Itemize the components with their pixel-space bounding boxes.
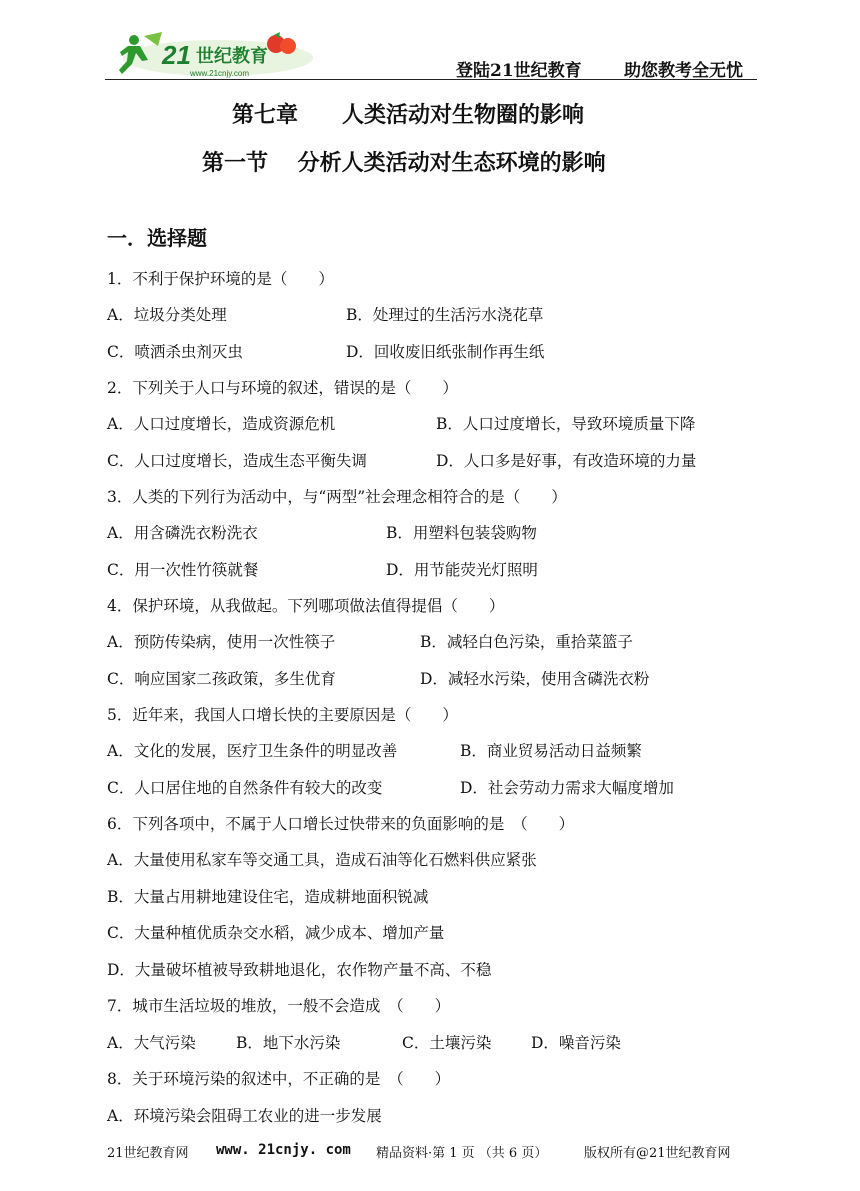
question-1-stem: 1．不利于保护环境的是（ ） bbox=[107, 270, 334, 288]
question-4-option-c: C．响应国家二孩政策，多生优育 bbox=[107, 670, 336, 688]
question-3-option-c: C．用一次性竹筷就餐 bbox=[107, 561, 259, 579]
question-1-option-b: B．处理过的生活污水浇花草 bbox=[346, 306, 544, 324]
question-2-option-b: B．人口过度增长，导致环境质量下降 bbox=[436, 415, 696, 433]
question-2-stem: 2．下列关于人口与环境的叙述，错误的是（ ） bbox=[107, 379, 458, 397]
question-5-option-c: C．人口居住地的自然条件有较大的改变 bbox=[107, 779, 383, 797]
question-7-option-c: C．土壤污染 bbox=[402, 1034, 492, 1052]
question-3-option-d: D．用节能荧光灯照明 bbox=[386, 561, 538, 579]
question-6-option-d: D．大量破坏植被导致耕地退化，农作物产量不高、不稳 bbox=[107, 961, 492, 979]
question-3-option-b: B．用塑料包装袋购物 bbox=[386, 524, 537, 542]
header-divider bbox=[105, 79, 757, 80]
question-5-option-b: B．商业贸易活动日益频繁 bbox=[460, 742, 642, 760]
question-4-option-b: B．减轻白色污染，重拾菜篮子 bbox=[420, 633, 633, 651]
header-slogan-right: 助您教考全无忧 bbox=[624, 61, 743, 81]
question-2-option-a: A．人口过度增长，造成资源危机 bbox=[107, 415, 336, 433]
question-4-option-d: D．减轻水污染，使用含磷洗衣粉 bbox=[420, 670, 650, 688]
question-2-option-c: C．人口过度增长，造成生态平衡失调 bbox=[107, 452, 367, 470]
site-logo bbox=[118, 30, 318, 80]
question-4-stem: 4．保护环境，从我做起。下列哪项做法值得提倡（ ） bbox=[107, 597, 505, 615]
svg-text:世纪教育: 世纪教育 bbox=[196, 46, 268, 66]
footer-site-name: 21世纪教育网 bbox=[107, 1146, 189, 1161]
logo-icon bbox=[118, 30, 318, 80]
question-6-option-a: A．大量使用私家车等交通工具，造成石油等化石燃料供应紧张 bbox=[107, 851, 537, 869]
question-8-stem: 8．关于环境污染的叙述中，不正确的是 （ ） bbox=[107, 1070, 451, 1088]
question-6-option-b: B．大量占用耕地建设住宅，造成耕地面积锐减 bbox=[107, 888, 429, 906]
question-5-option-d: D．社会劳动力需求大幅度增加 bbox=[460, 779, 674, 797]
svg-text:21: 21 bbox=[162, 40, 191, 70]
question-6-option-c: C．大量种植优质杂交水稻，减少成本、增加产量 bbox=[107, 924, 445, 942]
question-5-option-a: A．文化的发展，医疗卫生条件的明显改善 bbox=[107, 742, 398, 760]
part-heading: 一．选择题 bbox=[107, 226, 207, 250]
footer-copyright: 版权所有@21世纪教育网 bbox=[584, 1146, 731, 1161]
question-5-stem: 5．近年来，我国人口增长快的主要原因是（ ） bbox=[107, 706, 458, 724]
question-6-stem: 6．下列各项中，不属于人口增长过快带来的负面影响的是 （ ） bbox=[107, 815, 575, 833]
svg-text:www.21cnjy.com: www.21cnjy.com bbox=[190, 69, 249, 78]
question-2-option-d: D．人口多是好事，有改造环境的力量 bbox=[436, 452, 697, 470]
header-slogan-left: 登陆21世纪教育 bbox=[456, 61, 582, 81]
question-1-option-c: C．喷洒杀虫剂灭虫 bbox=[107, 343, 243, 361]
section-title: 第一节 分析人类活动对生态环境的影响 bbox=[202, 150, 606, 176]
footer-page-info: 精品资料·第 1 页 （共 6 页） bbox=[376, 1146, 548, 1161]
question-1-option-d: D．回收废旧纸张制作再生纸 bbox=[346, 343, 545, 361]
chapter-title: 第七章 人类活动对生物圈的影响 bbox=[232, 102, 585, 128]
footer-url-text[interactable]: www. 21cnjy. com bbox=[216, 1142, 351, 1158]
question-7-option-a: A．大气污染 bbox=[107, 1034, 196, 1052]
question-4-option-a: A．预防传染病，使用一次性筷子 bbox=[107, 633, 336, 651]
question-7-option-d: D．噪音污染 bbox=[531, 1034, 621, 1052]
question-8-option-a: A．环境污染会阻碍工农业的进一步发展 bbox=[107, 1107, 382, 1125]
question-3-option-a: A．用含磷洗衣粉洗衣 bbox=[107, 524, 258, 542]
question-7-option-b: B．地下水污染 bbox=[236, 1034, 341, 1052]
question-7-stem: 7．城市生活垃圾的堆放，一般不会造成 （ ） bbox=[107, 997, 451, 1015]
footer-url[interactable] bbox=[216, 1142, 351, 1158]
question-1-option-a: A．垃圾分类处理 bbox=[107, 306, 227, 324]
question-3-stem: 3．人类的下列行为活动中，与“两型”社会理念相符合的是（ ） bbox=[107, 488, 567, 506]
